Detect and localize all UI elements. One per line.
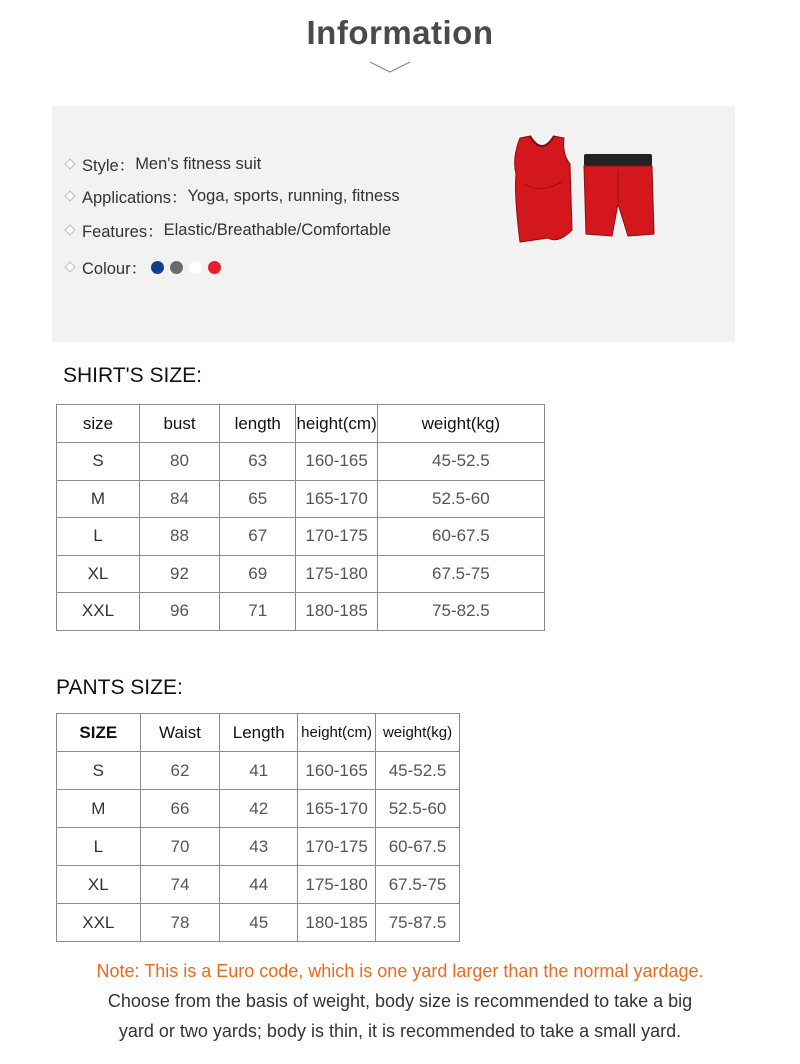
- table-cell: 52.5-60: [376, 790, 460, 828]
- table-cell: L: [57, 828, 141, 866]
- euro-code-note: Note: This is a Euro code, which is one yard larger than the normal yardage.: [96, 961, 704, 981]
- pants-size-table: [56, 713, 460, 942]
- table-cell: 60-67.5: [376, 828, 460, 866]
- table-cell: 92: [139, 555, 219, 593]
- table-cell: 165-170: [296, 480, 377, 518]
- table-cell: 67.5-75: [376, 866, 460, 904]
- table-cell: 41: [220, 752, 298, 790]
- bullet-icon: [64, 190, 75, 201]
- shirt-size-table: [56, 404, 545, 631]
- chevron-down-icon: [369, 60, 411, 74]
- table-cell: S: [57, 752, 141, 790]
- table-cell: 43: [220, 828, 298, 866]
- table-cell: 60-67.5: [377, 518, 544, 556]
- colour-label: Colour：: [82, 260, 148, 278]
- table-cell: 75-82.5: [377, 593, 544, 631]
- table-cell: 44: [220, 866, 298, 904]
- table-cell: L: [57, 518, 140, 556]
- table-cell: XXL: [57, 904, 141, 942]
- table-cell: 84: [139, 480, 219, 518]
- table-row: [57, 790, 460, 828]
- style-row: [66, 152, 261, 176]
- applications-label: Applications：: [82, 189, 188, 207]
- colour-swatch: [170, 261, 183, 274]
- header-weight: weight(kg): [377, 405, 544, 443]
- colour-swatch: [208, 261, 221, 274]
- table-cell: 69: [220, 555, 296, 593]
- table-cell: 180-185: [296, 593, 377, 631]
- style-label: Style：: [82, 157, 136, 175]
- table-cell: 170-175: [298, 828, 376, 866]
- table-cell: 45-52.5: [376, 752, 460, 790]
- style-value: Men's fitness suit: [135, 154, 262, 173]
- fitness-suit-image: [510, 134, 700, 246]
- table-cell: 45: [220, 904, 298, 942]
- table-cell: 160-165: [296, 443, 377, 481]
- header-height: height(cm): [296, 405, 377, 443]
- table-cell: 88: [139, 518, 219, 556]
- table-cell: M: [57, 790, 141, 828]
- table-row: [57, 904, 460, 942]
- table-row: [57, 866, 460, 904]
- header-length: length: [220, 405, 296, 443]
- table-row: [57, 480, 545, 518]
- pants-size-title: PANTS SIZE:: [56, 676, 183, 699]
- header-height: height(cm): [298, 714, 376, 752]
- table-row: [57, 518, 545, 556]
- features-label: Features：: [82, 223, 164, 241]
- table-row: [57, 443, 545, 481]
- table-row: [57, 593, 545, 631]
- table-cell: 70: [140, 828, 220, 866]
- header-size: SIZE: [57, 714, 141, 752]
- table-cell: 75-87.5: [376, 904, 460, 942]
- table-cell: 66: [140, 790, 220, 828]
- table-cell: 65: [220, 480, 296, 518]
- table-cell: 67.5-75: [377, 555, 544, 593]
- colour-swatch: [151, 261, 164, 274]
- table-cell: 42: [220, 790, 298, 828]
- shirt-size-title: SHIRT'S SIZE:: [63, 364, 202, 387]
- table-row: [57, 752, 460, 790]
- features-row: [66, 218, 391, 242]
- table-row: [57, 555, 545, 593]
- table-cell: 62: [140, 752, 220, 790]
- table-cell: 165-170: [298, 790, 376, 828]
- header-size: size: [57, 405, 140, 443]
- table-cell: 71: [220, 593, 296, 631]
- bullet-icon: [64, 158, 75, 169]
- size-advice-line-2: yard or two yards; body is thin, it is recommended to take a small yard.: [118, 1021, 682, 1041]
- bullet-icon: [64, 261, 75, 272]
- table-header-row: [57, 714, 460, 752]
- header-waist: Waist: [140, 714, 220, 752]
- table-header-row: [57, 405, 545, 443]
- table-cell: 45-52.5: [377, 443, 544, 481]
- table-cell: 67: [220, 518, 296, 556]
- table-row: [57, 828, 460, 866]
- applications-value: Yoga, sports, running, fitness: [187, 186, 400, 205]
- colour-swatch: [189, 261, 202, 274]
- table-cell: 96: [139, 593, 219, 631]
- table-cell: XL: [57, 866, 141, 904]
- table-cell: M: [57, 480, 140, 518]
- colour-row: [66, 255, 227, 279]
- table-cell: 63: [220, 443, 296, 481]
- table-cell: 52.5-60: [377, 480, 544, 518]
- bullet-icon: [64, 224, 75, 235]
- colour-swatches: [151, 261, 227, 274]
- header-weight: weight(kg): [376, 714, 460, 752]
- table-cell: XXL: [57, 593, 140, 631]
- table-cell: 74: [140, 866, 220, 904]
- header-bust: bust: [139, 405, 219, 443]
- table-cell: 160-165: [298, 752, 376, 790]
- page-title: Information: [306, 14, 494, 51]
- table-cell: 80: [139, 443, 219, 481]
- table-cell: S: [57, 443, 140, 481]
- table-cell: 175-180: [298, 866, 376, 904]
- table-cell: 170-175: [296, 518, 377, 556]
- features-value: Elastic/Breathable/Comfortable: [163, 220, 392, 239]
- table-cell: 78: [140, 904, 220, 942]
- table-cell: XL: [57, 555, 140, 593]
- table-cell: 175-180: [296, 555, 377, 593]
- header-length: Length: [220, 714, 298, 752]
- size-advice-line-1: Choose from the basis of weight, body size is recommended to take a big: [107, 991, 693, 1011]
- table-cell: 180-185: [298, 904, 376, 942]
- applications-row: [66, 184, 400, 208]
- product-info-panel: [52, 106, 735, 342]
